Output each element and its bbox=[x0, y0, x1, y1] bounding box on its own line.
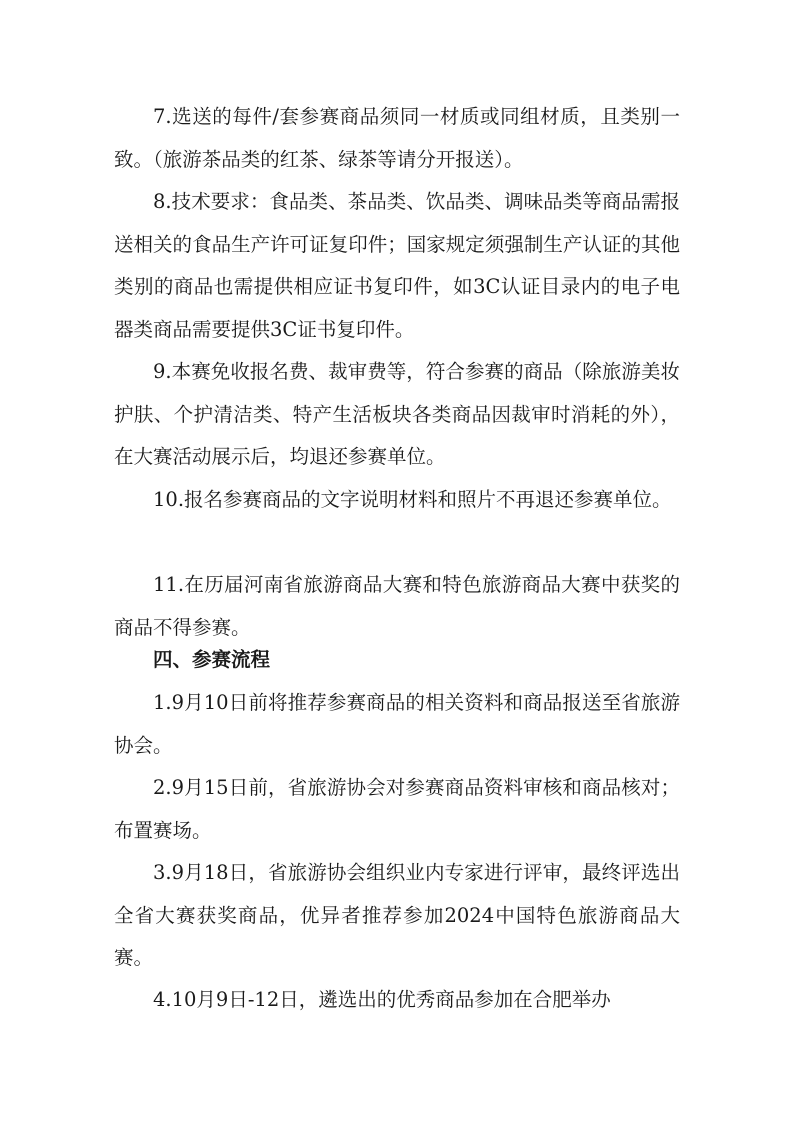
step-item-4: 4.10月9日-12日，遴选出的优秀商品参加在合肥举办 bbox=[153, 988, 611, 1011]
paragraph-item-7: 7.选送的每件/套参赛商品须同一材质或同组材质，且类别一致。（旅游茶品类的红茶、绿茶等请分开报送）。 bbox=[114, 105, 680, 171]
section-heading: 四、参赛流程 bbox=[153, 648, 271, 671]
paragraph-item-9: 9.本赛免收报名费、裁审费等，符合参赛的商品（除旅游美妆护肤、个护清洁类、特产生活板块各类商品因裁审时消耗的外），在大赛活动展示后，均退还参赛单位。 bbox=[114, 360, 680, 468]
paragraph-item-10: 10.报名参赛商品的文字说明材料和照片不再退还参赛单位。 bbox=[153, 488, 672, 511]
step-item-2: 2.9月15日前，省旅游协会对参赛商品资料审核和商品核对；布置赛场。 bbox=[114, 776, 680, 842]
paragraph-item-11: 11.在历届河南省旅游商品大赛和特色旅游商品大赛中获奖的商品不得参赛。 bbox=[114, 573, 680, 639]
step-item-1: 1.9月10日前将推荐参赛商品的相关资料和商品报送至省旅游协会。 bbox=[114, 691, 680, 757]
paragraph-item-8: 8.技术要求：食品类、茶品类、饮品类、调味品类等商品需报送相关的食品生产许可证复印件；国家规定须强制生产认证的其他类别的商品也需提供相应证书复印件，如3C认证目录内的电子电器类商品需要提供3C证书复印件。 bbox=[114, 190, 680, 341]
step-item-3: 3.9月18日，省旅游协会组织业内专家进行评审，最终评选出全省大赛获奖商品，优异者推荐参加2024中国特色旅游商品大赛。 bbox=[114, 861, 680, 969]
